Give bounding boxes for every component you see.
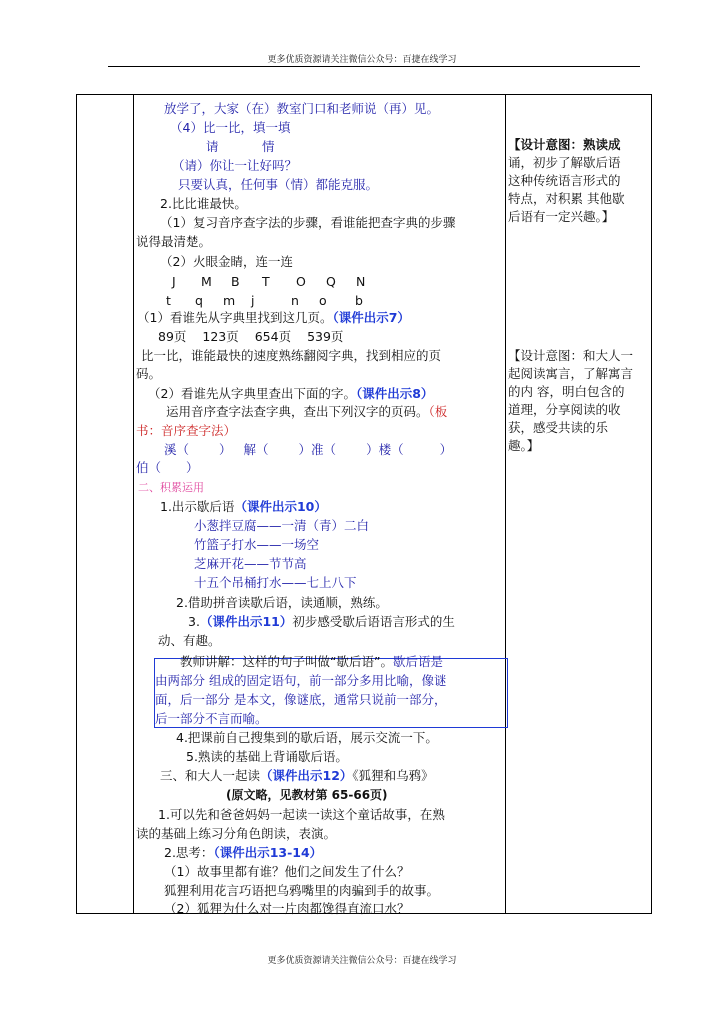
note-line: 【设计意图：和大人一 — [508, 348, 634, 363]
text-line: 只要认真，任何事（情）都能克服。 — [178, 177, 379, 192]
letter-m: m — [223, 293, 236, 308]
text-line: 狐狸利用花言巧语把乌鸦嘴里的肉骗到手的故事。 — [164, 883, 440, 898]
note-line: 【设计意图：熟读成 — [508, 137, 621, 152]
char-blank: ） — [439, 442, 453, 457]
note-line: 道理，分享阅读的收 — [508, 402, 621, 417]
xiehouyu-item: 芝麻开花——节节高 — [194, 556, 307, 571]
header-rule — [108, 66, 640, 67]
note-line: 后语有一定兴趣。】 — [508, 209, 615, 224]
letter-o: o — [319, 293, 327, 308]
text-line: （1）故事里都有谁？他们之间发生了什么？ — [164, 864, 410, 879]
page-number: 654页 — [254, 329, 292, 344]
text-line: 1.可以先和爸爸妈妈一起读一读这个童话故事，在熟 — [158, 807, 445, 822]
xiehouyu-item: 十五个吊桶打水——七上八下 — [194, 575, 357, 590]
text-line — [148, 386, 433, 402]
note-line: 获，感受共读的乐 — [508, 420, 609, 435]
char-blank: 溪（ — [164, 442, 190, 457]
text-line — [160, 768, 434, 784]
table-col-divider-1 — [133, 94, 134, 914]
page-number: 89页 — [158, 329, 187, 344]
page-number: 123页 — [202, 329, 239, 344]
text-span: 2.思考： — [164, 845, 214, 860]
text-line: 放学了，大家（在）教室门口和老师说（再）见。 — [164, 101, 440, 116]
text-span: 3. — [188, 614, 200, 629]
letter-q: q — [195, 293, 203, 308]
text-line: 请 — [206, 139, 219, 154]
text-line — [164, 845, 322, 861]
text-line: （请）你让一让好吗？ — [172, 158, 298, 173]
table-left-border — [76, 94, 77, 914]
letter-n: n — [291, 293, 299, 308]
text-line: 码。 — [136, 366, 162, 381]
char-blank: ）准（ — [298, 442, 337, 457]
xiehouyu-item: 小葱拌豆腐——一清（青）二白 — [194, 518, 370, 533]
text-span: （1）看谁先从字典里找到这几页。 — [137, 310, 333, 325]
text-span: 歇后语是 — [392, 654, 443, 669]
text-line — [160, 499, 327, 515]
note-line: 起阅读寓言，了解寓言 — [508, 366, 634, 381]
text-line: 由两部分 组成的固定语句，前一部分多用比喻，像谜 — [155, 673, 447, 688]
text-line: 2.比比谁最快。 — [160, 196, 247, 211]
text-line: （1）复习音序查字法的步骤，看谁能把查字典的步骤 — [160, 215, 456, 230]
text-line — [164, 442, 452, 458]
text-span: 教师讲解：这样的句子叫做“歇后语”。 — [180, 654, 393, 669]
courseware-tag: （课件出示11） — [199, 614, 293, 629]
text-line: 情 — [262, 139, 275, 154]
courseware-tag: （课件出示12） — [260, 768, 353, 783]
letter-M: M — [201, 274, 212, 289]
text-line: 5.熟读的基础上背诵歇后语。 — [186, 749, 348, 764]
board-note: 书：音序查字法） — [136, 423, 237, 438]
char-blank: ）楼（ — [366, 442, 404, 457]
table-right-border — [651, 94, 652, 914]
courseware-tag: （课件出示13-14） — [213, 845, 323, 860]
text-line: （2）狐狸为什么对一片肉都馋得直流口水？ — [164, 901, 410, 916]
text-line: (原文略，见教材第 65-66页) — [226, 788, 388, 802]
section-heading: 二、积累运用 — [138, 481, 204, 494]
text-span: （2）看谁先从字典里查出下面的字。 — [148, 386, 356, 401]
letter-J: J — [172, 274, 176, 289]
text-line: 说得最清楚。 — [136, 234, 212, 249]
char-blank: 解（ — [243, 442, 269, 457]
text-line: （2）火眼金睛，连一连 — [160, 254, 293, 269]
note-line: 特点，对积累 其他歇 — [508, 191, 625, 206]
text-span: 三、和大人一起读 — [160, 768, 261, 783]
page-number: 539页 — [307, 329, 344, 344]
letter-b: b — [355, 293, 363, 308]
page-header: 更多优质资源请关注微信公众号：百捷在线学习 — [267, 55, 457, 65]
note-line: 的内 容，明白包含的 — [508, 384, 625, 399]
table-col-divider-2 — [505, 94, 506, 914]
letter-t: t — [166, 293, 171, 308]
char-blank: ） — [219, 442, 232, 457]
text-span: 运用音序查字法查字典，查出下列汉字的页码。 — [166, 404, 429, 419]
letter-Q: Q — [326, 274, 336, 289]
text-line: 2.借助拼音读歇后语，读通顺，熟练。 — [176, 595, 388, 610]
letter-j: j — [251, 293, 255, 308]
letter-B: B — [231, 274, 240, 289]
courseware-tag: （课件出示10） — [234, 499, 327, 514]
design-intent-note-2 — [508, 347, 651, 455]
text-line: 动、有趣。 — [158, 633, 221, 648]
note-line: 诵，初步了解歇后语 — [508, 155, 621, 170]
courseware-tag: （课件出示8） — [355, 386, 434, 401]
text-line: 伯（ ） — [136, 460, 199, 475]
text-span: 1.出示歇后语 — [160, 499, 235, 514]
board-note: （板 — [428, 404, 448, 419]
letter-O: O — [296, 274, 306, 289]
text-line: 4.把课前自己搜集到的歇后语，展示交流一下。 — [176, 730, 438, 745]
text-line: 面，后一部分 是本文，像谜底，通常只说前一部分， — [155, 692, 447, 707]
text-line: 后一部分不言而喻。 — [155, 711, 268, 726]
text-line — [180, 654, 443, 670]
text-line: （4）比一比，填一填 — [170, 120, 291, 135]
note-line: 这种传统语言形式的 — [508, 173, 621, 188]
letter-N: N — [356, 274, 366, 289]
letter-T: T — [262, 274, 270, 289]
text-line: 读的基础上练习分角色朗读，表演。 — [136, 826, 337, 841]
page-footer: 更多优质资源请关注微信公众号：百捷在线学习 — [267, 956, 457, 966]
text-span: 《狐狸和乌鸦》 — [352, 768, 434, 783]
text-line — [188, 614, 455, 630]
note-line: 趣。】 — [508, 438, 540, 453]
text-line: 比一比，谁能最快的速度熟练翻阅字典，找到相应的页 — [141, 348, 442, 363]
text-line — [137, 310, 410, 326]
courseware-tag: （课件出示7） — [332, 310, 410, 325]
text-line — [166, 404, 447, 420]
table-top-border — [76, 94, 652, 95]
text-line — [158, 329, 343, 345]
text-span: 初步感受歇后语语言形式的生 — [292, 614, 455, 629]
design-intent-note-1 — [508, 136, 651, 226]
xiehouyu-item: 竹篮子打水——一场空 — [194, 537, 320, 552]
